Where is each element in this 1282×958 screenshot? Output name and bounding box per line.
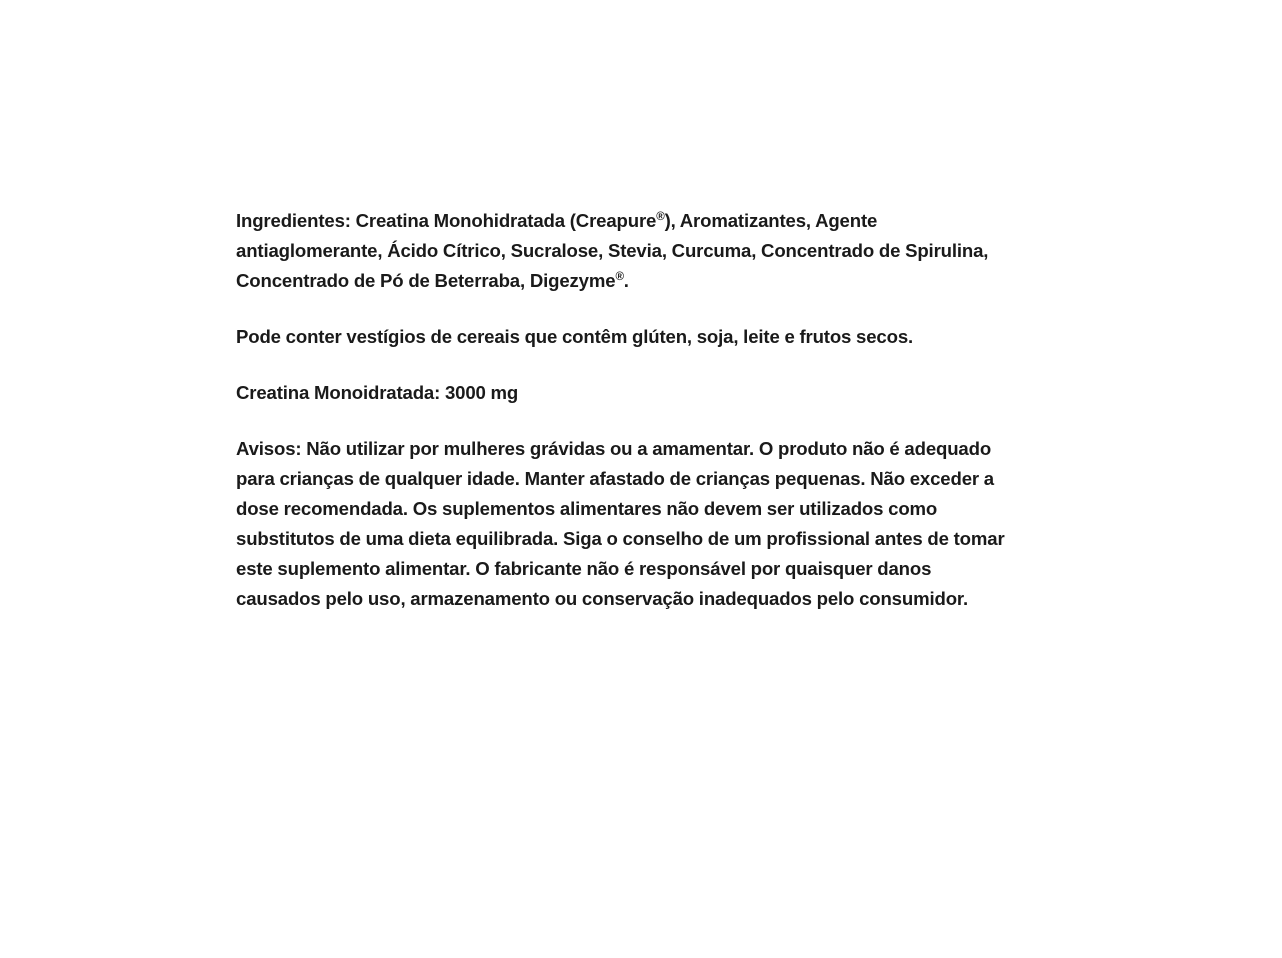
registered-trademark-icon: ® [615, 270, 624, 283]
ingredients-paragraph: Ingredientes: Creatina Monohidratada (Creapure®), Aromatizantes, Agente antiaglomerante, Ácido Cítrico, Sucralose, Stevia, Curcuma, Concentrado de Spirulina, Concentrado de Pó de Beterraba, Digezyme®. [236, 210, 989, 291]
allergen-warning-paragraph: Pode conter vestígios de cereais que contêm glúten, soja, leite e frutos secos. [236, 326, 914, 347]
label-text-block [236, 206, 1008, 614]
warnings-paragraph: Avisos: Não utilizar por mulheres grávidas ou a amamentar. O produto não é adequado para crianças de qualquer idade. Manter afastado de crianças pequenas. Não exceder a dose recomendada. Os suplementos alimentares não devem ser utilizados como substitutos de uma dieta equilibrada. Siga o conselho de um profissional antes de tomar este suplemento alimentar. O fabricante não é responsável por quaisquer danos causados pelo uso, armazenamento ou conservação inadequados pelo consumidor. [236, 438, 1005, 609]
active-ingredient-amount-paragraph: Creatina Monoidratada: 3000 mg [236, 382, 519, 403]
registered-trademark-icon: ® [656, 210, 665, 223]
